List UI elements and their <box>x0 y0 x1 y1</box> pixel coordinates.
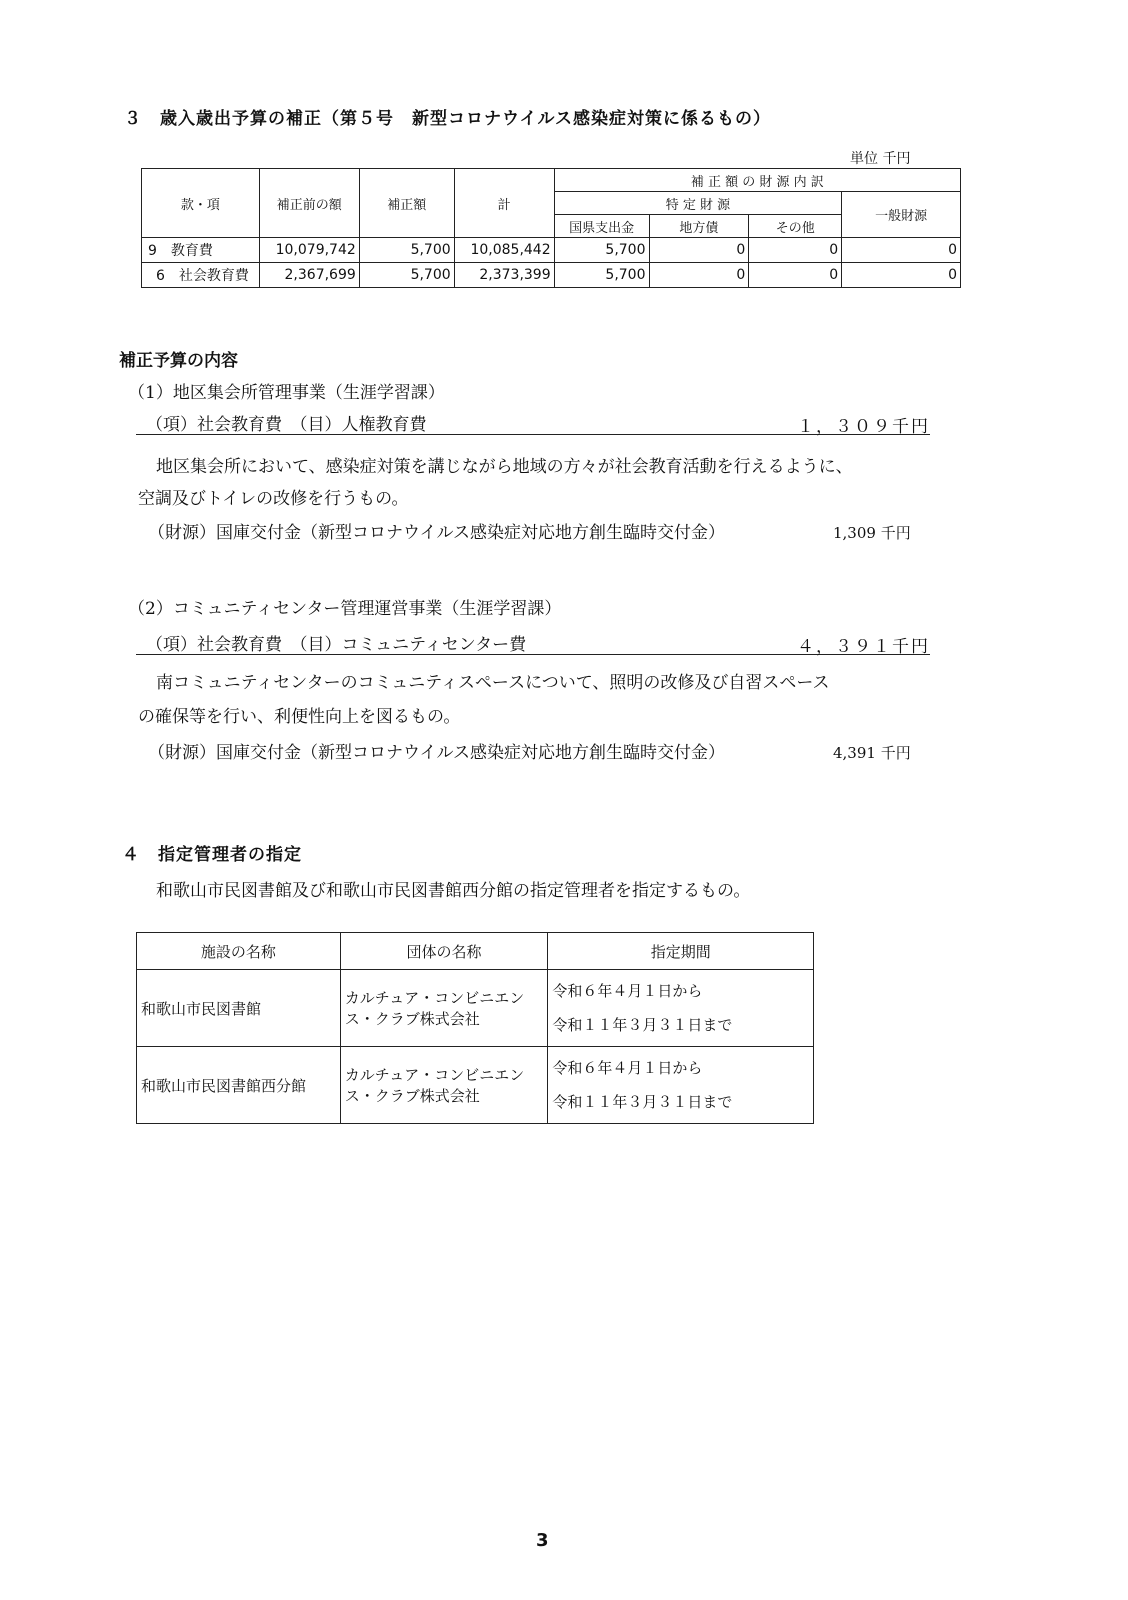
row-pref: 5,700 <box>554 238 649 263</box>
row-amount: 5,700 <box>359 263 454 288</box>
org-name: カルチュア・コンビニエンス・クラブ株式会社 <box>340 1047 548 1124</box>
facility-name: 和歌山市民図書館 <box>137 970 341 1047</box>
period-cell <box>548 970 814 1047</box>
item2-line <box>136 628 930 655</box>
header-before: 補正前の額 <box>259 169 359 238</box>
period-to: 令和１１年３月３１日まで <box>552 1016 733 1034</box>
item2-desc1: 南コミュニティセンターのコミュニティスペースについて、照明の改修及び自習スペース <box>156 673 830 693</box>
manager-table <box>136 932 814 1124</box>
row-other: 0 <box>749 263 842 288</box>
row-total: 2,373,399 <box>454 263 554 288</box>
section4-desc: 和歌山市民図書館及び和歌山市民図書館西分館の指定管理者を指定するもの。 <box>156 881 751 901</box>
row-name: 6 社会教育費 <box>142 263 260 288</box>
item2-desc2: の確保等を行い、利便性向上を図るもの。 <box>138 707 461 727</box>
item2-title: （2）コミュニティセンター管理運営事業（生涯学習課） <box>128 599 562 619</box>
facility-name: 和歌山市民図書館西分館 <box>137 1047 341 1124</box>
period-cell <box>548 1047 814 1124</box>
period-from: 令和６年４月１日から <box>552 982 703 1000</box>
page-number: 3 <box>536 1530 549 1551</box>
header-general: 一般財源 <box>842 192 961 238</box>
item1-line <box>136 408 930 435</box>
table-row <box>137 970 814 1047</box>
header-facility: 施設の名称 <box>137 933 341 970</box>
section3-heading: ３ 歳入歳出予算の補正（第５号 新型コロナウイルス感染症対策に係るもの） <box>124 109 771 129</box>
unit-label: 単位 千円 <box>850 151 911 167</box>
header-breakdown: 補 正 額 の 財 源 内 訳 <box>554 169 960 192</box>
item1-source: （財源）国庫交付金（新型コロナウイルス感染症対応地方創生臨時交付金） <box>148 523 725 543</box>
item2-line-text: （項）社会教育費 （目）コミュニティセンター費 <box>146 635 527 655</box>
row-other: 0 <box>749 238 842 263</box>
table-row <box>142 238 961 263</box>
row-before: 2,367,699 <box>259 263 359 288</box>
header-other: その他 <box>749 215 842 238</box>
contents-heading: 補正予算の内容 <box>119 351 238 371</box>
row-pref: 5,700 <box>554 263 649 288</box>
period-from: 令和６年４月１日から <box>552 1059 703 1077</box>
item1-source-amount: 1,309 千円 <box>833 524 911 542</box>
row-general: 0 <box>842 238 961 263</box>
header-period: 指定期間 <box>548 933 814 970</box>
row-bond: 0 <box>649 238 749 263</box>
header-total: 計 <box>454 169 554 238</box>
budget-table <box>141 168 961 288</box>
item1-amount: １，３０９千円 <box>797 417 930 437</box>
header-kan-kou: 款・項 <box>142 169 260 238</box>
item1-desc2: 空調及びトイレの改修を行うもの。 <box>138 489 409 509</box>
row-name: 9 教育費 <box>142 238 260 263</box>
row-amount: 5,700 <box>359 238 454 263</box>
header-amount: 補正額 <box>359 169 454 238</box>
header-pref: 国県支出金 <box>554 215 649 238</box>
item1-title: （1）地区集会所管理事業（生涯学習課） <box>128 383 445 403</box>
period-to: 令和１１年３月３１日まで <box>552 1093 733 1111</box>
table-row <box>142 263 961 288</box>
row-total: 10,085,442 <box>454 238 554 263</box>
row-general: 0 <box>842 263 961 288</box>
item1-desc1: 地区集会所において、感染症対策を講じながら地域の方々が社会教育活動を行えるように、 <box>156 457 853 477</box>
row-bond: 0 <box>649 263 749 288</box>
item2-source: （財源）国庫交付金（新型コロナウイルス感染症対応地方創生臨時交付金） <box>148 743 725 763</box>
table-row <box>137 1047 814 1124</box>
item1-line-text: （項）社会教育費 （目）人権教育費 <box>146 415 427 435</box>
item2-amount: ４，３９１千円 <box>797 637 930 657</box>
header-bond: 地方債 <box>649 215 749 238</box>
header-specific: 特 定 財 源 <box>554 192 842 215</box>
section4-heading: ４ 指定管理者の指定 <box>122 845 302 865</box>
org-name: カルチュア・コンビニエンス・クラブ株式会社 <box>340 970 548 1047</box>
header-org: 団体の名称 <box>340 933 548 970</box>
row-before: 10,079,742 <box>259 238 359 263</box>
item2-source-amount: 4,391 千円 <box>833 744 911 762</box>
